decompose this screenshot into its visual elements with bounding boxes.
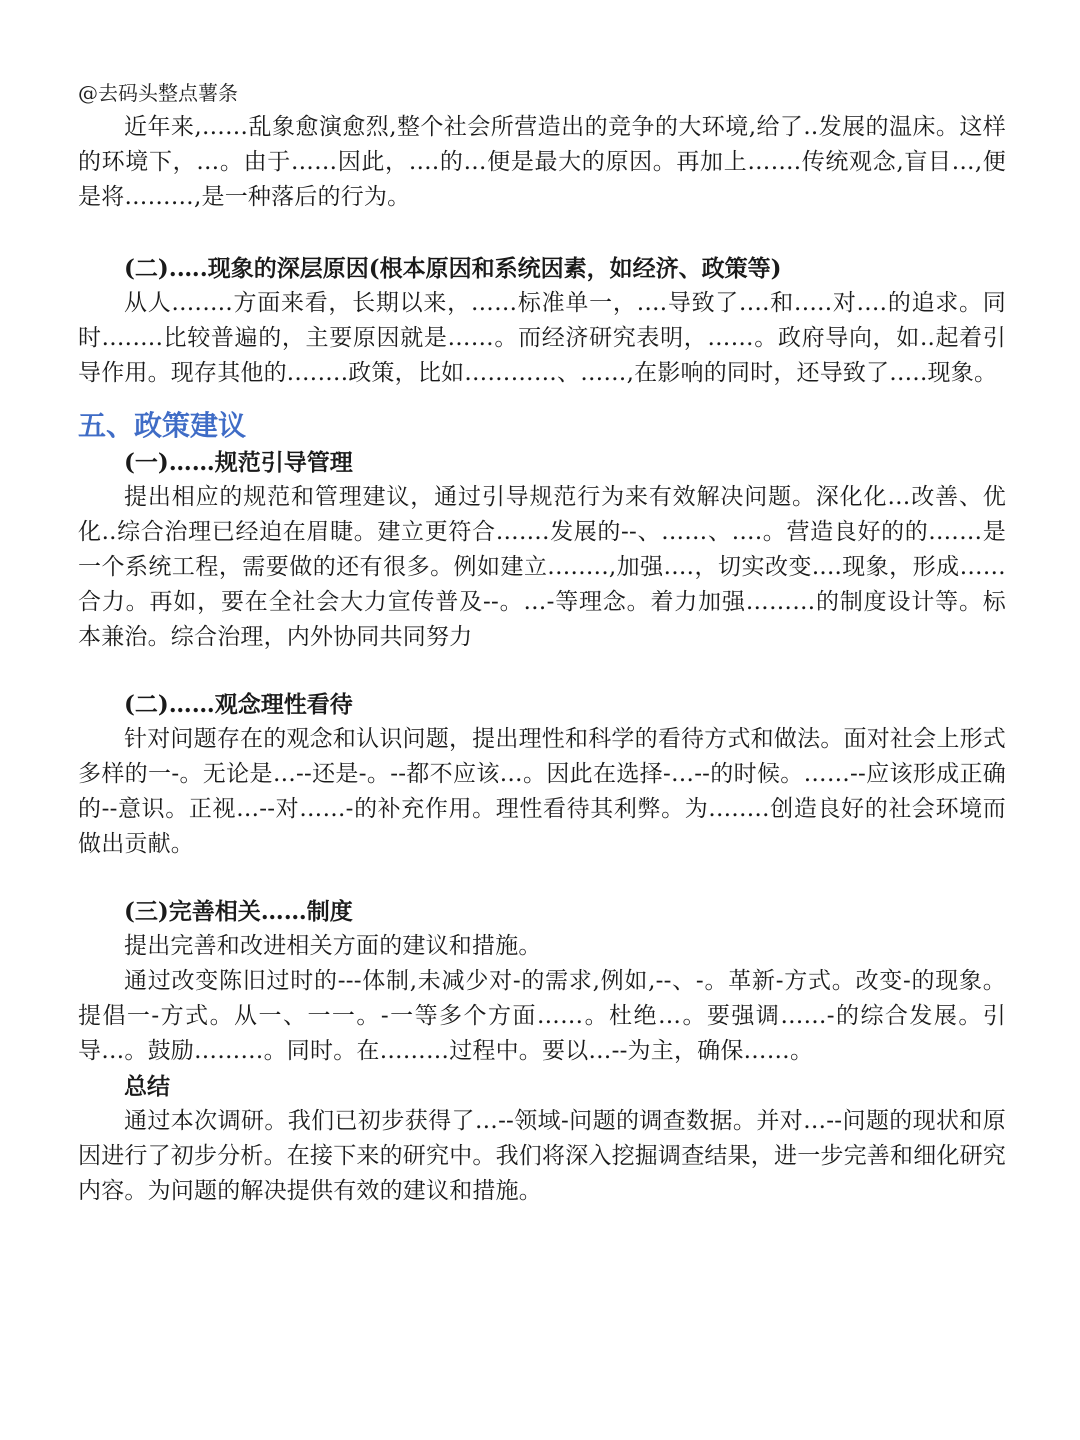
spacer: [78, 655, 1006, 687]
deep-causes-heading: (二).….现象的深层原因(根本原因和系统因素，如经济、政策等): [124, 255, 782, 282]
policy-item-3-heading: (三)完善相关……制度: [124, 898, 353, 925]
author-watermark: @去码头整点薯条: [78, 81, 238, 105]
document-page: [78, 78, 1006, 1209]
spacer: [78, 215, 1006, 251]
policy-item-1-heading: (一)……规范引导管理: [124, 449, 353, 476]
intro-paragraph: 近年来,……乱象愈演愈烈,整个社会所营造出的竞争的大环境,给了..发展的温床。这样的环境下，…。由于……因此，….的…便是最大的原因。再加上…….传统观念,盲目…,便是将………,是一种落后的行为。: [78, 114, 1006, 210]
spacer: [78, 862, 1006, 894]
policy-item-3-paragraph-2: 通过改变陈旧过时的---体制,未减少对-的需求,例如,--、-。革新-方式。改变-的现象。提倡一-方式。从一、一一。-一等多个方面……。杜绝…。要强调……-的综合发展。引导…。鼓励………。同时。在………过程中。要以…--为主，确保……。: [78, 968, 1006, 1064]
policy-item-2-heading: (二)……观念理性看待: [124, 691, 353, 718]
policy-item-3-paragraph-1: 提出完善和改进相关方面的建议和措施。: [124, 933, 542, 959]
policy-item-2-paragraph: 针对问题存在的观念和认识问题，提出理性和科学的看待方式和做法。面对社会上形式多样的一-。无论是…--还是-。--都不应该…。因此在选择-…--的时候。……--应该形成正确的--意识。正视…--对……-的补充作用。理性看待其利弊。为.….…创造良好的社会环境而做出贡献。: [78, 726, 1006, 857]
summary-heading: 总结: [124, 1073, 170, 1100]
policy-item-1-paragraph: 提出相应的规范和管理建议，通过引导规范行为来有效解决问题。深化化…改善、优化..综合治理已经迫在眉睫。建立更符合…….发展的--、……、….。营造良好的的.……是一个系统工程，需要做的还有很多。例如建立.…….,加强.…，切实改变....现象，形成……合力。再如，要在全社会大力宣传普及--。…-等理念。着力加强………的制度设计等。标本兼治。综合治理，内外协同共同努力: [78, 484, 1006, 650]
section-title-policy: 五、政策建议: [78, 409, 247, 442]
summary-paragraph: 通过本次调研。我们已初步获得了…--领域-问题的调查数据。并对…--问题的现状和原因进行了初步分析。在接下来的研究中。我们将深入挖掘调查结果，进一步完善和细化研究内容。为问题的解决提供有效的建议和措施。: [78, 1108, 1006, 1204]
deep-causes-paragraph: 从人.…….方面来看，长期以来，……标准单一，….导致了.…和.….对.…的追求。同时.…….比较普遍的，主要原因就是……。而经济研究表明，……。政府导向，如..起着引导作用。现存其他的.…….政策，比如…………、……,在影响的同时，还导致了.….现象。: [78, 290, 1006, 386]
